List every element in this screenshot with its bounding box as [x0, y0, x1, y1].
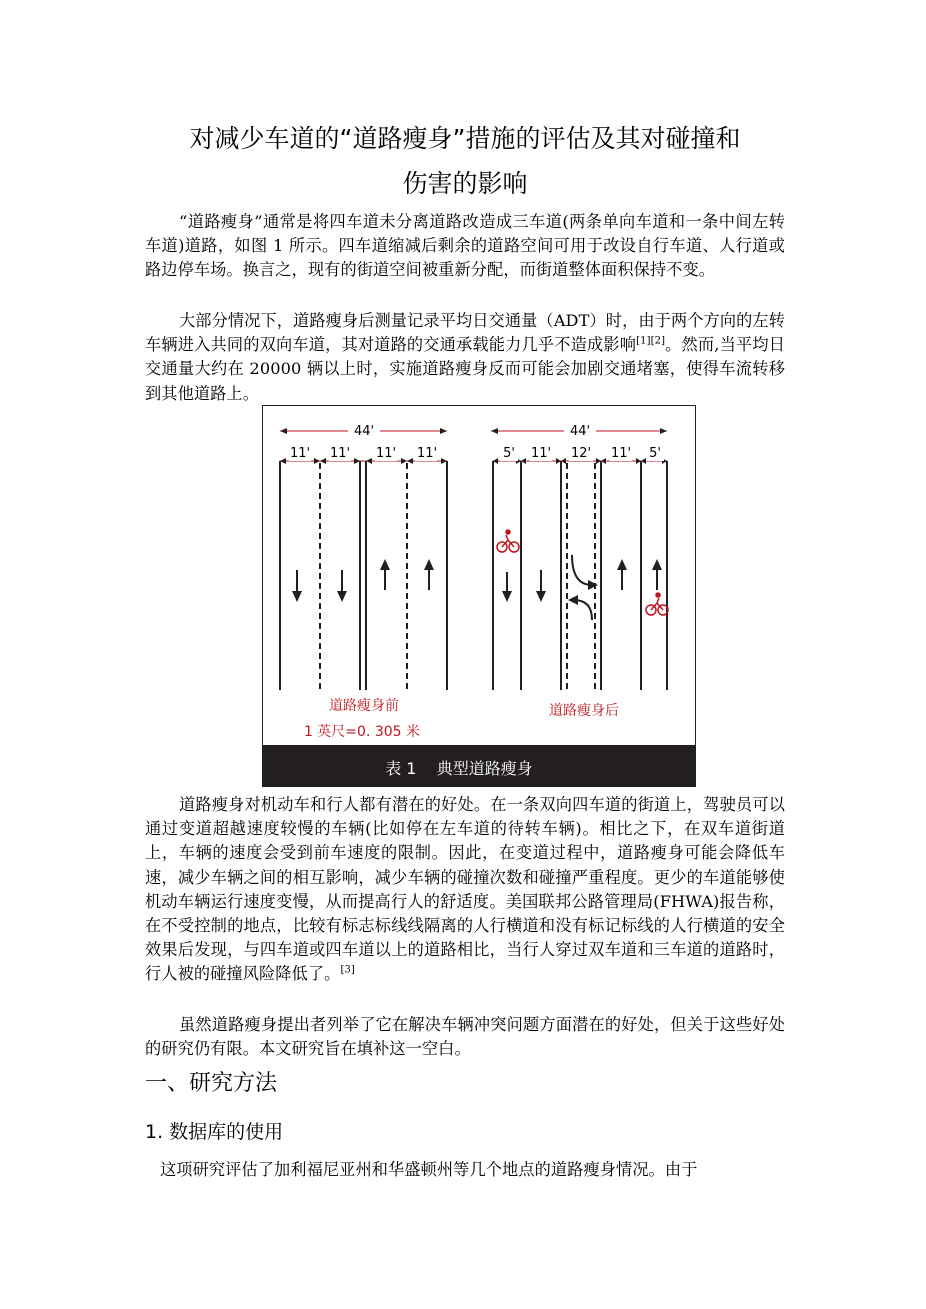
subsection-heading-database: 1. 数据库的使用 [145, 1121, 284, 1143]
before-total-label: 44' [353, 424, 375, 439]
after-lane-3-width: 12' [570, 446, 592, 461]
before-lane-2-width: 11' [329, 446, 351, 461]
road-diet-diagram [262, 405, 696, 787]
body-paragraph-4: 虽然道路瘦身提出者列举了它在解决车辆冲突问题方面潜在的好处，但关于这些好处的研究仍有限。本文研究旨在填补这一空白。 [145, 1015, 785, 1059]
before-lane-4-width: 11' [416, 446, 438, 461]
section1-paragraph-1: 这项研究评估了加利福尼亚州和华盛顿州等几个地点的道路瘦身情况。由于 [160, 1160, 698, 1179]
section-heading-methods: 一、研究方法 [145, 1071, 278, 1096]
before-lane-1-width: 11' [289, 446, 311, 461]
after-label: 道路瘦身后 [549, 703, 619, 719]
intro-paragraph-1: “道路瘦身”通常是将四车道未分离道路改造成三车道(两条单向车道和一条中间左转车道)道路，如图 1 所示。四车道缩减后剩余的道路空间可用于改设自行车道、人行道或路边停车场。换言之，现有的街道空间被重新分配，而街道整体面积保持不变。 [145, 212, 785, 280]
before-label: 道路瘦身前 [329, 698, 399, 714]
before-lane-3-width: 11' [375, 446, 397, 461]
body-paragraph-3 [145, 793, 785, 987]
figure-caption: 表 1 典型道路瘦身 [385, 759, 533, 778]
citation-ref-1-2: [1][2] [636, 335, 666, 347]
citation-ref-3: [3] [340, 965, 355, 977]
after-lane-4-width: 11' [610, 446, 632, 461]
intro-p2-text-a: 大部分情况下，道路瘦身后测量记录平均日交通量（ADT）时，由于两个方向的左转车辆进入共同的双向车道，其对道路的交通承载能力几乎不造成影响 [145, 311, 785, 355]
intro-p2-text-b: 。然而,当平均日交通量大约在 20000 辆以上时，实施道路瘦身反而可能会加剧交通堵塞，使得车流转移到其他道路上。 [145, 335, 786, 403]
body-p3-text: 道路瘦身对机动车和行人都有潜在的好处。在一条双向四车道的街道上，驾驶员可以通过变道超越速度较慢的车辆(比如停在左车道的待转车辆)。相比之下，在双车道街道上，车辆的速度会受到前车速度的限制。因此，在变道过程中，道路瘦身可能会降低车速，减少车辆之间的相互影响，减少车辆的碰撞次数和碰撞严重程度。更少的车道能够使机动车辆运行速度变慢，从而提高行人的舒适度。美国联邦公路管理局(FHWA)报告称，在不受控制的地点，比较有标志标线线隔离的人行横道和没有标记标线的人行横道的安全效果后发现，与四车道或四车道以上的道路相比，当行人穿过双车道和三车道的道路时，行人被的碰撞风险降低了。 [145, 795, 785, 984]
unit-conversion-note: 1 英尺=0. 305 米 [303, 724, 421, 740]
after-total-label: 44' [569, 424, 591, 439]
paper-title-line2: 伤害的影响 [402, 169, 528, 198]
after-lane-1-width: 5' [503, 446, 515, 461]
road-diet-figure [262, 405, 696, 787]
intro-paragraph-2 [145, 309, 785, 406]
after-lane-5-width: 5' [649, 446, 661, 461]
paper-title-line1: 对减少车道的“道路瘦身”措施的评估及其对碰撞和 [189, 124, 741, 153]
after-lane-2-width: 11' [530, 446, 552, 461]
